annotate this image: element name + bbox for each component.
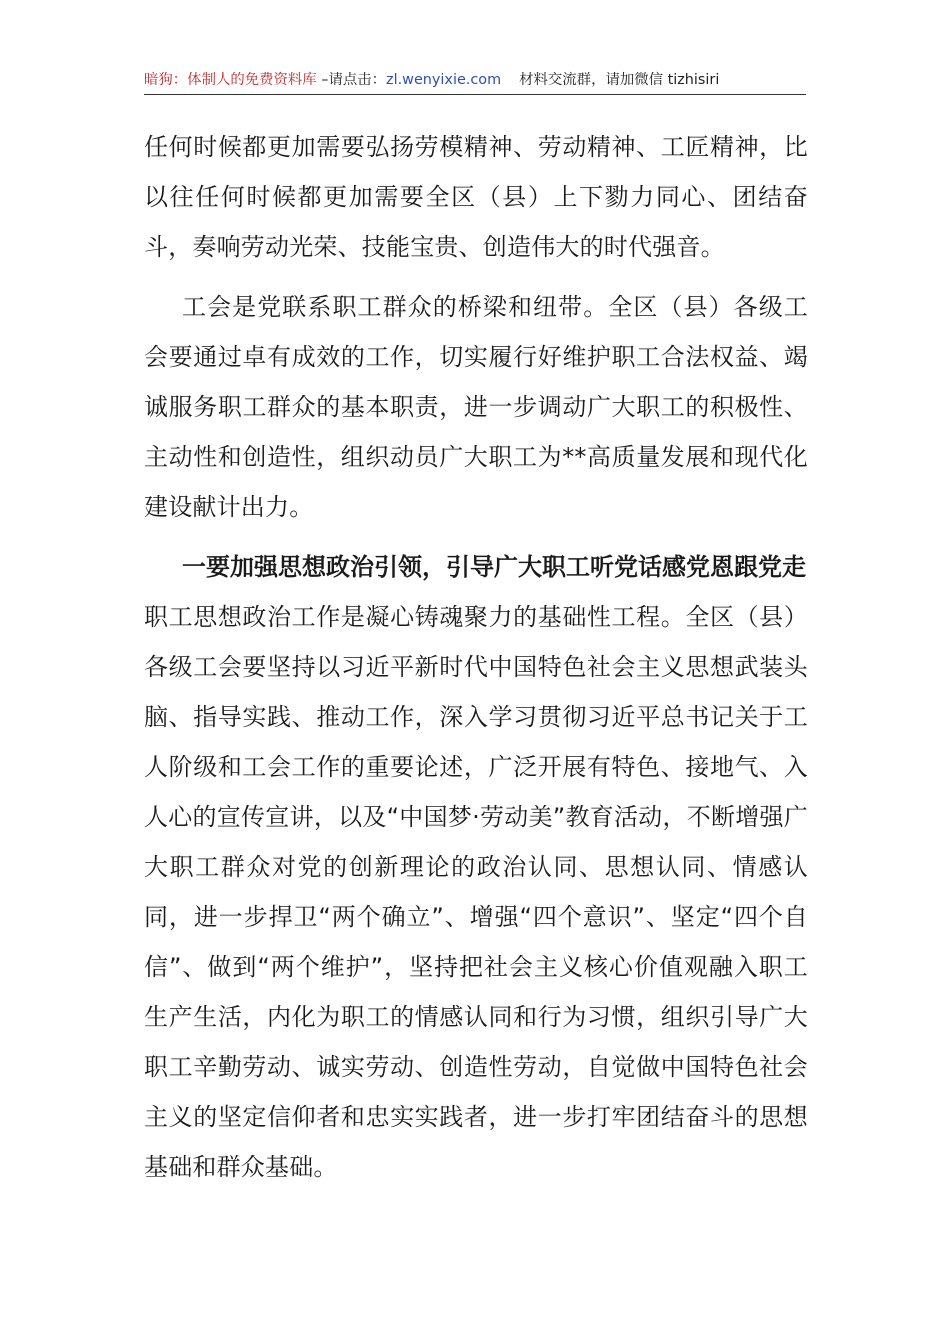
paragraph-union-role: 工会是党联系职工群众的桥梁和纽带。全区（县）各级工会要通过卓有成效的工作，切实履行好维护职工合法权益、竭诚服务职工群众的基本职责，进一步调动广大职工的积极性、主动性和创造性，组织动员广大职工为**高质量发展和现代化建设献计出力。 [144,293,808,521]
document-body [144,122,808,1192]
section-heading: 一要加强思想政治引领，引导广大职工听党话感党恩跟党走 [182,553,806,581]
header-prompt: –请点击： [316,72,387,88]
paragraph-ideology: 职工思想政治工作是凝心铸魂聚力的基础性工程。全区（县）各级工会要坚持以习近平新时代中国特色社会主义思想武装头脑、指导实践、推动工作，深入学习贯彻习近平总书记关于工人阶级和工会工作的重要论述，广泛开展有特色、接地气、入人心的宣传宣讲，以及“中国梦·劳动美”教育活动，不断增强广大职工群众对党的创新理论的政治认同、思想认同、情感认同，进一步捍卫“两个确立”、增强“四个意识”、坚定“四个自信”、做到“两个维护”，坚持把社会主义核心价值观融入职工生产生活，内化为职工的情感认同和行为习惯，组织引导广大职工辛勤劳动、诚实劳动、创造性劳动，自觉做中国特色社会主义的坚定信仰者和忠实实践者，进一步打牢团结奋斗的思想基础和群众基础。 [144,603,808,1181]
header-link[interactable]: zl.wenyixie.com [386,72,502,88]
page-header [144,70,806,95]
paragraph-continuation: 任何时候都更加需要弘扬劳模精神、劳动精神、工匠精神，比以往任何时候都更加需要全区（县）上下勠力同心、团结奋斗，奏响劳动光荣、技能宝贵、创造伟大的时代强音。 [144,133,808,261]
header-contact: 材料交流群，请加微信 tizhisiri [519,72,720,88]
header-brand: 暗狗：体制人的免费资料库 [144,72,317,88]
